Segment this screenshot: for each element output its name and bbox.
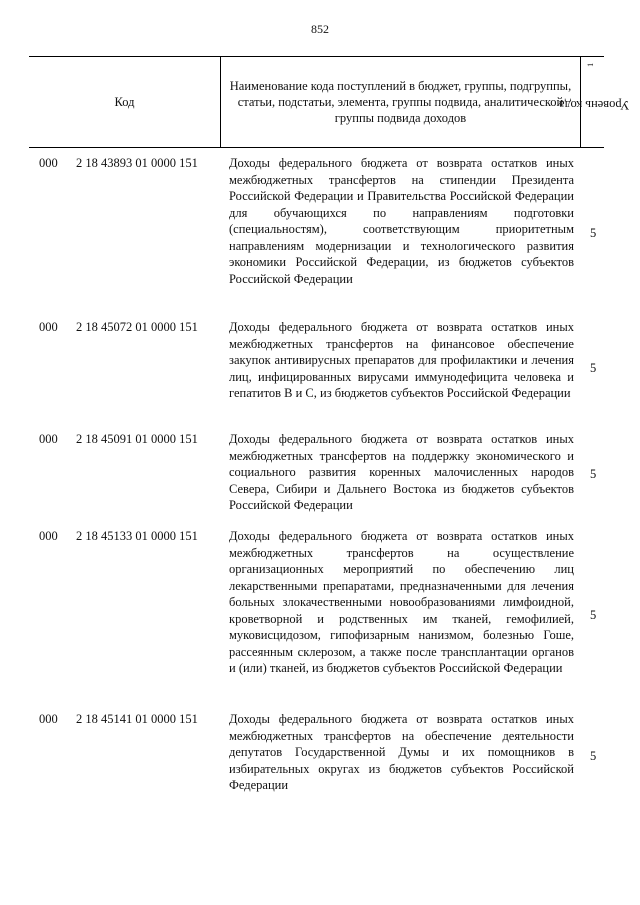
- code-level: 5: [590, 361, 597, 375]
- header-level-label: Уровень кода: [558, 98, 630, 113]
- admin-code: 000: [39, 320, 58, 334]
- revenue-code: 2 18 43893 01 0000 151: [76, 156, 198, 170]
- page-number: 852: [311, 22, 329, 36]
- revenue-code: 2 18 45141 01 0000 151: [76, 712, 198, 726]
- admin-code: 000: [39, 712, 58, 726]
- revenue-description: Доходы федерального бюджета от возврата остатков иных межбюджетных трансфертов на стипендии Президента Российской Федерации и Правительства Российской Федерации для обучающихся по направлениям подготовки (специальностям), соответствующим приоритетным направлениям модернизации и технологического развития экономики Российской Федерации, из бюджетов субъектов Российской Федерации: [229, 156, 574, 286]
- code-level: 5: [590, 749, 597, 763]
- table-header: [29, 56, 630, 148]
- code-level: 5: [590, 467, 597, 481]
- revenue-code: 2 18 45091 01 0000 151: [76, 432, 198, 446]
- code-level: 5: [590, 608, 597, 622]
- code-level: 5: [590, 226, 597, 240]
- revenue-description: Доходы федерального бюджета от возврата остатков иных межбюджетных трансфертов на обеспечение деятельности депутатов Государственной Думы и их помощников в избирательных округах из бюджетов субъектов Российской Федерации: [229, 712, 574, 792]
- revenue-description: Доходы федерального бюджета от возврата остатков иных межбюджетных трансфертов на финансовое обеспечение закупок антивирусных препаратов для профилактики и лечения лиц, инфицированных вирусами иммунодефицита человека и гепатитов B и C, из бюджетов субъектов Российской Федерации: [229, 320, 574, 400]
- header-name: Наименование кода поступлений в бюджет, группы, подгруппы, статьи, подстатьи, элемента, группы подвида, аналитической группы подвида доходов: [220, 57, 581, 147]
- revenue-code: 2 18 45133 01 0000 151: [76, 529, 198, 543]
- revenue-description: Доходы федерального бюджета от возврата остатков иных межбюджетных трансфертов на осуществление организационных мероприятий по обеспечению лиц лекарственными препаратами, предназначенными для лечения больных злокачественными новообразованиями лимфоидной, кроветворной и родственных им тканей, гемофилией, муковисцидозом, гипофизарным нанизмом, болезнью Гоше, рассеянным склерозом, а также после трансплантации органов и (или) тканей, из бюджетов субъектов Российской Федерации: [229, 529, 574, 675]
- admin-code: 000: [39, 432, 58, 446]
- header-code: Код: [114, 95, 135, 109]
- revenue-code: 2 18 45072 01 0000 151: [76, 320, 198, 334]
- revenue-description: Доходы федерального бюджета от возврата остатков иных межбюджетных трансфертов на поддержку экономического и социального развития коренных малочисленных народов Севера, Сибири и Дальнего Востока из бюджетов субъектов Российской Федерации: [229, 432, 574, 512]
- admin-code: 000: [39, 529, 58, 543]
- header-level: [558, 57, 630, 147]
- header-level-footnote: 1: [585, 63, 595, 68]
- admin-code: 000: [39, 156, 58, 170]
